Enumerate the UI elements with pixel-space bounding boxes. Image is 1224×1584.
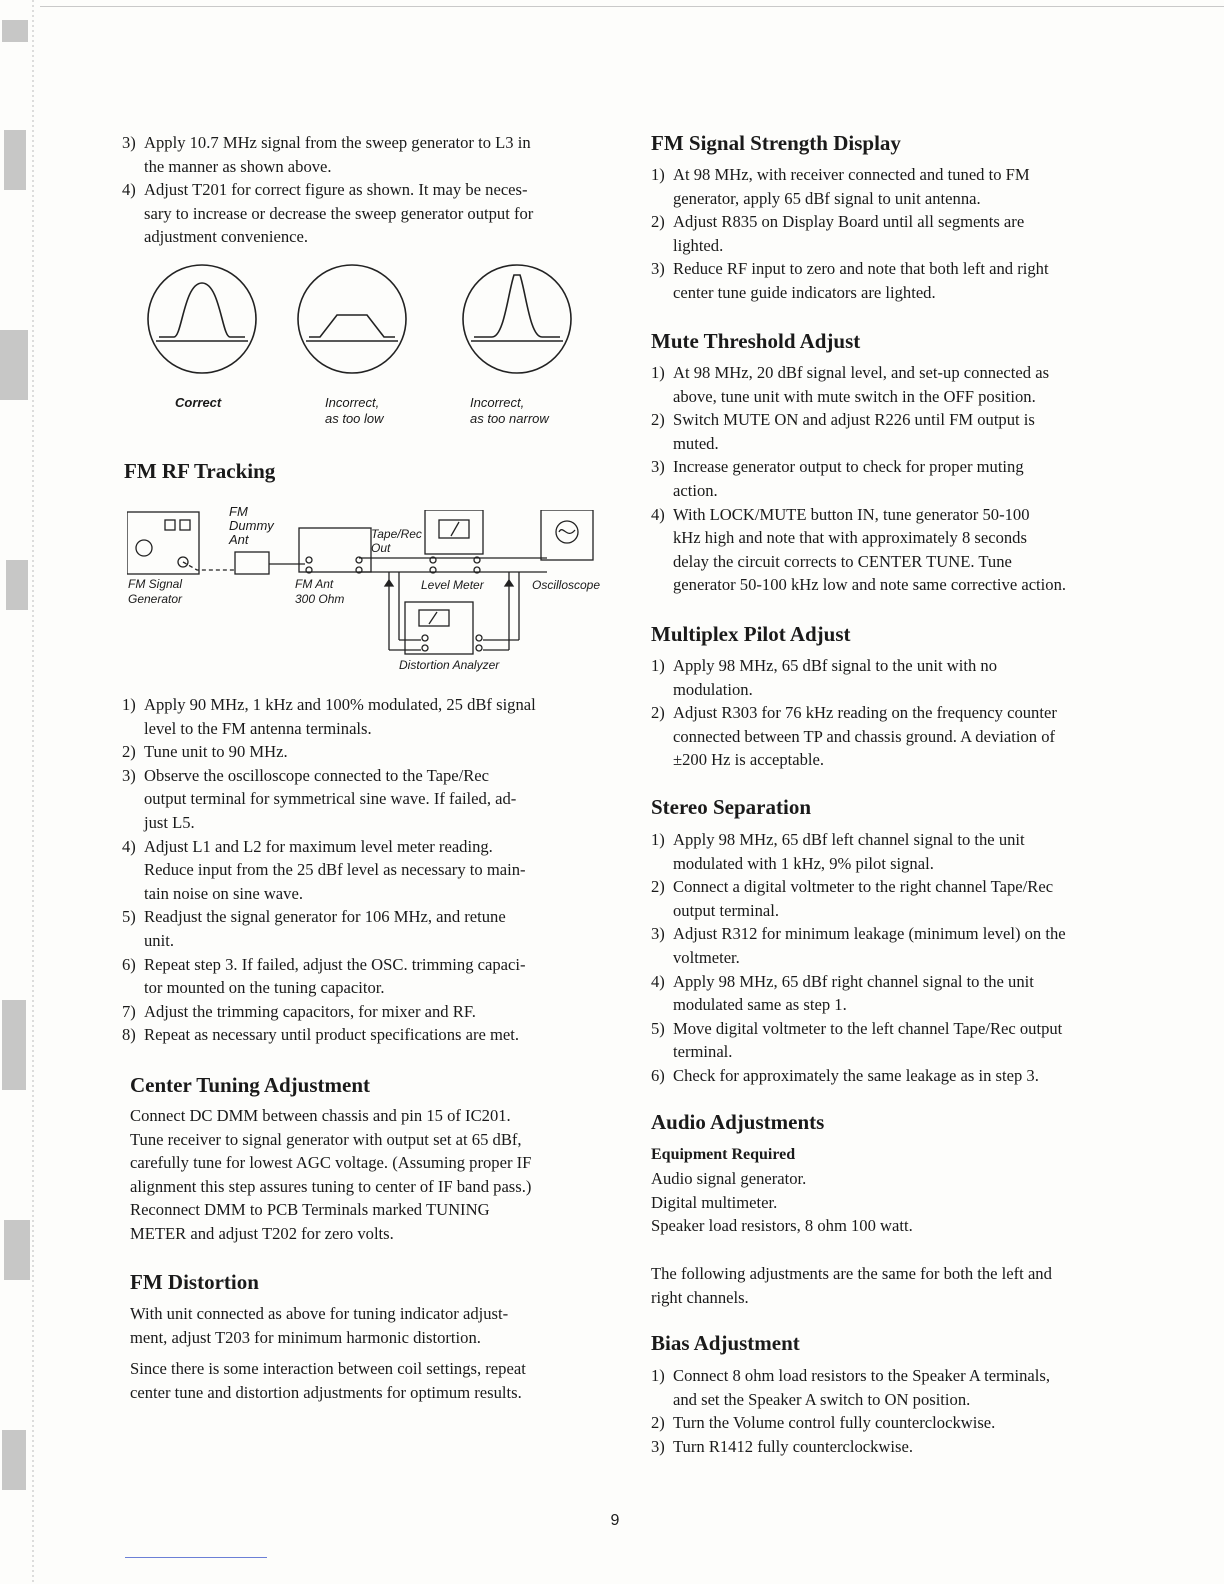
list-item: 2) Tune unit to 90 MHz. — [122, 742, 288, 762]
scan-top-line — [40, 6, 1224, 7]
list-item: 8) Repeat as necessary until product specifications are met. — [122, 1025, 520, 1045]
label-fm-signal-generator: FM Signal Generator — [128, 577, 183, 606]
list-item: 1) At 98 MHz, with receiver connected and tuned to FM generator, apply 65 dBf signal to unit antenna. — [651, 165, 1030, 208]
bias-adjustment-steps — [651, 1364, 1141, 1458]
audio-adjustments-heading: Audio Adjustments — [651, 1110, 825, 1134]
receiver-unit — [299, 528, 371, 572]
list-item: 2) Adjust R835 on Display Board until all segments are lighted. — [651, 212, 1025, 255]
equipment-list: Audio signal generator. Digital multimeter. Speaker load resistors, 8 ohm 100 watt. — [651, 1169, 913, 1236]
list-item: 2) Turn the Volume control fully counterclockwise. — [651, 1413, 996, 1433]
fm-distortion-text-2: Since there is some interaction between coil settings, repeat center tune and distortion adjustments for optimum results. — [130, 1359, 526, 1402]
scope-incorrect-narrow — [463, 265, 571, 373]
list-item: 4) Adjust T201 for correct figure as shown. It may be neces- sary to increase or decrease the sweep generator output for adjustment convenience. — [122, 180, 534, 247]
oscilloscope — [541, 510, 593, 560]
multiplex-pilot-heading: Multiplex Pilot Adjust — [651, 622, 851, 646]
waveform-too-low — [309, 315, 395, 337]
list-item: 3) Adjust R312 for minimum leakage (minimum level) on the voltmeter. — [651, 924, 1066, 967]
label-distortion-analyzer: Distortion Analyzer — [399, 658, 500, 672]
list-item: 1) Connect 8 ohm load resistors to the Speaker A terminals, and set the Speaker A switch to ON position. — [651, 1366, 1050, 1409]
label-fm-ant: FM Ant 300 Ohm — [295, 577, 345, 606]
center-tuning-heading: Center Tuning Adjustment — [130, 1073, 371, 1097]
stereo-separation-heading: Stereo Separation — [651, 795, 812, 819]
intro-steps — [122, 131, 602, 249]
label-oscilloscope: Oscilloscope — [532, 578, 601, 592]
fm-rf-tracking-heading: FM RF Tracking — [124, 459, 276, 483]
list-item: 2) Adjust R303 for 76 kHz reading on the frequency counter connected between TP and chassis ground. A deviation of ±200 Hz is acceptable. — [651, 703, 1057, 770]
list-item: 2) Connect a digital voltmeter to the right channel Tape/Rec output terminal. — [651, 877, 1054, 920]
bias-adjustment-heading: Bias Adjustment — [651, 1331, 800, 1355]
list-item: 4) With LOCK/MUTE button IN, tune generator 50-100 kHz high and note that with approximately 8 seconds delay the circuit corrects to CENTER TUNE. Tune generator 50-100 kHz low and note same corrective action. — [651, 504, 1067, 595]
fm-distortion-heading: FM Distortion — [130, 1270, 259, 1294]
list-item: 2) Switch MUTE ON and adjust R226 until FM output is muted. — [651, 410, 1035, 453]
list-item: 3) Reduce RF input to zero and note that both left and right center tune guide indicators are lighted. — [651, 259, 1049, 302]
signal-strength-steps — [651, 163, 1141, 305]
list-item: 3) Apply 10.7 MHz signal from the sweep generator to L3 in the manner as shown above. — [122, 133, 531, 176]
list-item: 4) Adjust L1 and L2 for maximum level meter reading. Reduce input from the 25 dBf level as necessary to main- tain noise on sine wave. — [122, 836, 526, 903]
mute-threshold-steps — [651, 361, 1141, 597]
label-tape-rec-out: Tape/Rec Out — [371, 527, 422, 555]
waveform-correct — [159, 283, 245, 337]
list-item: 6) Check for approximately the same leakage as in step 3. — [651, 1065, 1039, 1085]
stereo-separation-steps — [651, 828, 1141, 1088]
scope-waveform-figures — [142, 263, 602, 383]
list-item: 1) Apply 98 MHz, 65 dBf left channel signal to the unit modulated with 1 kHz, 9% pilot signal. — [651, 830, 1025, 873]
label-fm-dummy-ant: FM Dummy Ant — [229, 504, 274, 547]
mute-threshold-heading: Mute Threshold Adjust — [651, 329, 861, 353]
equipment-required-heading: Equipment Required — [651, 1146, 796, 1163]
fm-distortion-text-1: With unit connected as above for tuning indicator adjust- ment, adjust T203 for minimum harmonic distortion. — [130, 1304, 509, 1347]
audio-note: The following adjustments are the same for both the left and right channels. — [651, 1264, 1052, 1307]
list-item: 6) Repeat step 3. If failed, adjust the OSC. trimming capaci- tor mounted on the tuning capacitor. — [122, 954, 526, 998]
list-item: 1) At 98 MHz, 20 dBf signal level, and set-up connected as above, tune unit with mute switch in the OFF position. — [651, 363, 1050, 406]
signal-strength-heading: FM Signal Strength Display — [651, 131, 901, 155]
caption-too-low: Incorrect, as too low — [325, 395, 384, 426]
list-item: 1) Apply 90 MHz, 1 kHz and 100% modulated, 25 dBf signal level to the FM antenna terminals. — [122, 695, 536, 738]
caption-too-narrow: Incorrect, as too narrow — [470, 395, 549, 426]
label-level-meter: Level Meter — [421, 578, 484, 592]
scope-incorrect-low — [298, 265, 406, 373]
scan-bottom-line — [125, 1557, 267, 1558]
left-column — [122, 128, 602, 1402]
multiplex-pilot-steps — [651, 654, 1141, 772]
scope-correct — [148, 265, 256, 373]
page-number: 9 — [610, 1512, 620, 1529]
caption-correct: Correct — [175, 395, 222, 410]
list-item: 5) Move digital voltmeter to the left channel Tape/Rec output terminal. — [651, 1018, 1063, 1062]
list-item: 3) Observe the oscilloscope connected to the Tape/Rec output terminal for symmetrical sine wave. If failed, ad- just L5. — [122, 765, 517, 832]
list-item: 3) Turn R1412 fully counterclockwise. — [651, 1436, 913, 1456]
list-item: 4) Apply 98 MHz, 65 dBf right channel signal to the unit modulated same as step 1. — [651, 971, 1034, 1015]
list-item: 1) Apply 98 MHz, 65 dBf signal to the unit with no modulation. — [651, 656, 998, 699]
list-item: 5) Readjust the signal generator for 106 MHz, and retune unit. — [122, 907, 506, 950]
scan-edge-artifacts — [0, 0, 38, 1584]
fm-rf-tracking-steps — [122, 693, 612, 1047]
fm-dummy-ant — [235, 552, 269, 574]
waveform-too-narrow — [474, 275, 560, 337]
center-tuning-text: Connect DC DMM between chassis and pin 15 of IC201. Tune receiver to signal generator with output set at 65 dBf, carefully tune for lowest AGC voltage. (Assuming proper IF alignment this step assures tuning to center of IF band pass.) Reconnect DMM to PCB Terminals marked TUNING METER and adjust T202 for zero volts. — [130, 1106, 532, 1243]
list-item: 3) Increase generator output to check for proper muting action. — [651, 457, 1024, 500]
list-item: 7) Adjust the trimming capacitors, for mixer and RF. — [122, 1001, 476, 1021]
